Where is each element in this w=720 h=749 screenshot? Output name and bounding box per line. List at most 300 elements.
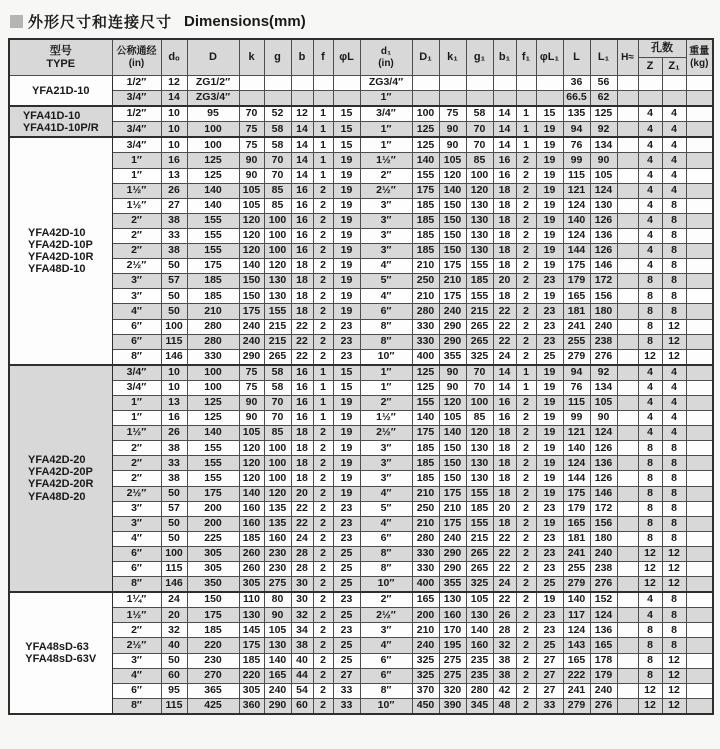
table-cell: 2	[313, 653, 333, 668]
table-cell: 58	[264, 365, 291, 381]
table-cell: 2	[516, 183, 536, 198]
table-cell: 16	[291, 183, 313, 198]
header-d0: dₒ	[161, 39, 187, 76]
table-cell: 450	[412, 698, 439, 714]
table-cell: 225	[187, 531, 239, 546]
table-cell: 54	[291, 683, 313, 698]
table-cell: 16	[291, 380, 313, 395]
table-cell: 2	[516, 683, 536, 698]
table-cell: 33	[161, 456, 187, 471]
table-cell: 115	[161, 334, 187, 349]
table-cell: 16	[291, 365, 313, 381]
type-label: YFA48sD-63	[25, 640, 89, 653]
table-cell: 150	[439, 244, 466, 259]
table-cell: 18	[493, 471, 516, 486]
table-cell: 19	[536, 168, 563, 183]
table-row	[9, 259, 713, 274]
table-cell: 2″	[112, 456, 161, 471]
table-cell: 1	[516, 106, 536, 122]
table-cell	[617, 698, 638, 714]
table-cell: 4″	[360, 638, 412, 653]
table-row	[9, 698, 713, 714]
table-cell: 185	[412, 213, 439, 228]
table-row	[9, 592, 713, 608]
table-cell: 120	[466, 183, 493, 198]
table-cell	[686, 76, 713, 91]
header-f1: f₁	[516, 39, 536, 76]
table-cell: 14	[493, 380, 516, 395]
table-cell: 2″	[112, 228, 161, 243]
table-cell	[617, 76, 638, 91]
table-cell: 2	[516, 244, 536, 259]
table-cell: 115	[563, 168, 590, 183]
table-cell: 8″	[112, 349, 161, 365]
table-cell: 8	[638, 638, 662, 653]
table-cell: 2	[313, 608, 333, 623]
table-cell	[686, 395, 713, 410]
table-cell: 2	[313, 289, 333, 304]
table-cell	[239, 91, 264, 107]
table-cell: 215	[466, 531, 493, 546]
table-cell: 140	[439, 426, 466, 441]
table-cell: 279	[563, 577, 590, 593]
table-cell: 23	[536, 274, 563, 289]
table-cell: 38	[161, 441, 187, 456]
table-cell: 235	[466, 653, 493, 668]
table-cell: 146	[590, 486, 617, 501]
table-cell: 8″	[360, 334, 412, 349]
table-cell: 215	[264, 319, 291, 334]
table-cell: 75	[239, 137, 264, 153]
table-cell: 175	[412, 426, 439, 441]
table-cell: 230	[264, 546, 291, 561]
table-cell: 8	[662, 289, 686, 304]
table-cell: 75	[239, 365, 264, 381]
table-cell: 36	[563, 76, 590, 91]
table-cell	[686, 683, 713, 698]
table-cell: 185	[466, 501, 493, 516]
table-cell: 120	[239, 441, 264, 456]
table-cell: 70	[466, 365, 493, 381]
table-cell: 25	[333, 638, 360, 653]
table-cell: 6″	[112, 683, 161, 698]
table-cell: 121	[563, 426, 590, 441]
table-cell: 19	[536, 516, 563, 531]
table-cell	[686, 516, 713, 531]
table-cell: 4	[638, 395, 662, 410]
table-cell: 94	[563, 122, 590, 138]
table-cell: 12	[662, 698, 686, 714]
table-cell: 70	[264, 153, 291, 168]
table-cell: 58	[264, 137, 291, 153]
table-cell: ZG3/4″	[187, 91, 239, 107]
table-cell: 10″	[360, 577, 412, 593]
table-cell: 2	[313, 501, 333, 516]
table-cell: 12	[291, 106, 313, 122]
table-cell: 325	[466, 349, 493, 365]
header-L1: L₁	[590, 39, 617, 76]
table-cell: 26	[493, 608, 516, 623]
table-cell: 19	[333, 486, 360, 501]
table-row	[9, 501, 713, 516]
table-cell	[686, 698, 713, 714]
table-cell	[686, 531, 713, 546]
table-cell: 19	[536, 486, 563, 501]
table-cell: 100	[187, 122, 239, 138]
type-cell	[9, 137, 112, 364]
table-header	[9, 39, 713, 76]
table-cell: 23	[536, 546, 563, 561]
table-cell: 75	[439, 106, 466, 122]
table-cell	[239, 76, 264, 91]
table-cell: 265	[466, 546, 493, 561]
table-row	[9, 91, 713, 107]
table-cell: 185	[187, 274, 239, 289]
table-cell: 2	[516, 486, 536, 501]
table-cell: 30	[291, 577, 313, 593]
table-cell: 25	[333, 577, 360, 593]
table-cell: 16	[161, 411, 187, 426]
table-row	[9, 486, 713, 501]
table-cell: 2	[313, 183, 333, 198]
table-cell: 16	[291, 198, 313, 213]
table-cell: 12	[638, 698, 662, 714]
type-label: YFA41D-10	[22, 109, 81, 122]
table-cell: 4	[662, 395, 686, 410]
table-cell: 60	[161, 668, 187, 683]
table-cell: 175	[439, 289, 466, 304]
table-cell: 330	[412, 319, 439, 334]
table-cell: 2	[313, 274, 333, 289]
table-cell: 320	[439, 683, 466, 698]
table-cell: 90	[590, 411, 617, 426]
table-cell: 8″	[360, 562, 412, 577]
table-cell: 90	[439, 137, 466, 153]
table-cell	[617, 153, 638, 168]
table-cell: 4	[638, 168, 662, 183]
table-cell: 95	[161, 683, 187, 698]
table-cell: 90	[239, 168, 264, 183]
table-cell: 265	[466, 319, 493, 334]
table-cell: 110	[239, 592, 264, 608]
table-cell: 16	[161, 153, 187, 168]
table-cell: 23	[536, 608, 563, 623]
table-cell: 130	[264, 289, 291, 304]
table-cell: 2	[516, 153, 536, 168]
table-cell: 56	[590, 76, 617, 91]
table-cell: 18	[291, 289, 313, 304]
table-cell: 185	[466, 274, 493, 289]
table-cell: 120	[239, 213, 264, 228]
table-cell: 23	[333, 319, 360, 334]
table-cell: 90	[239, 411, 264, 426]
table-cell: 24	[161, 592, 187, 608]
table-cell: 8	[662, 456, 686, 471]
table-cell: 15	[333, 380, 360, 395]
table-cell: 100	[264, 456, 291, 471]
table-cell: 27	[536, 668, 563, 683]
table-cell: 8″	[112, 577, 161, 593]
table-cell: 2	[516, 456, 536, 471]
table-cell: 90	[264, 608, 291, 623]
table-cell: 2	[516, 198, 536, 213]
table-row	[9, 638, 713, 653]
table-cell	[617, 213, 638, 228]
table-cell: 8″	[360, 546, 412, 561]
table-cell: 50	[161, 653, 187, 668]
table-cell: 130	[466, 198, 493, 213]
table-cell: 8″	[360, 319, 412, 334]
table-cell: 2	[516, 319, 536, 334]
table-cell: 105	[264, 623, 291, 638]
table-cell: 172	[590, 501, 617, 516]
table-cell: 146	[590, 259, 617, 274]
table-cell: 130	[466, 213, 493, 228]
table-cell: 4	[662, 168, 686, 183]
table-cell: 22	[291, 334, 313, 349]
table-cell: 24	[493, 577, 516, 593]
table-cell: 8	[662, 486, 686, 501]
table-cell: 2	[516, 304, 536, 319]
table-cell: 125	[412, 380, 439, 395]
table-cell: 38	[161, 471, 187, 486]
header-weight: 重量 (kg)	[686, 39, 713, 76]
table-cell: 2″	[360, 592, 412, 608]
table-row	[9, 198, 713, 213]
table-cell: 115	[161, 698, 187, 714]
table-cell: 290	[239, 349, 264, 365]
table-cell: 5″	[360, 501, 412, 516]
header-phiL: φL	[333, 39, 360, 76]
table-cell: 1	[313, 153, 333, 168]
table-cell: 4″	[360, 516, 412, 531]
header-k1: k₁	[439, 39, 466, 76]
table-cell	[617, 168, 638, 183]
table-cell: 215	[264, 334, 291, 349]
table-cell: 185	[239, 531, 264, 546]
table-cell: 3″	[360, 198, 412, 213]
table-cell: 22	[493, 334, 516, 349]
page-title	[0, 0, 720, 38]
table-cell: 345	[466, 698, 493, 714]
table-cell: 155	[187, 441, 239, 456]
header-H: H≈	[617, 39, 638, 76]
table-cell: 3″	[112, 516, 161, 531]
table-cell: 75	[239, 380, 264, 395]
table-cell: 3″	[112, 653, 161, 668]
header-D1: D₁	[412, 39, 439, 76]
table-cell: 1½″	[112, 608, 161, 623]
table-cell: 4	[638, 183, 662, 198]
table-cell: 8	[638, 319, 662, 334]
table-cell: 105	[239, 426, 264, 441]
table-cell: 19	[333, 304, 360, 319]
type-label: YFA42D-20R	[28, 478, 94, 491]
table-cell: 1″	[112, 395, 161, 410]
table-cell: 19	[536, 198, 563, 213]
table-cell: 19	[536, 137, 563, 153]
table-cell: 330	[187, 349, 239, 365]
table-cell: 120	[439, 168, 466, 183]
table-cell: 155	[187, 228, 239, 243]
table-cell: 2	[516, 213, 536, 228]
header-Z1: Z₁	[662, 58, 686, 76]
table-cell: 150	[239, 289, 264, 304]
table-cell: 230	[187, 653, 239, 668]
table-cell	[493, 76, 516, 91]
table-cell	[617, 638, 638, 653]
table-cell: 238	[590, 562, 617, 577]
table-cell: 240	[239, 319, 264, 334]
table-cell: 2	[313, 592, 333, 608]
table-cell: 155	[187, 456, 239, 471]
table-cell: 10″	[360, 349, 412, 365]
table-cell: 8″	[112, 698, 161, 714]
table-cell: 92	[590, 365, 617, 381]
table-cell: 19	[333, 213, 360, 228]
table-cell: 52	[264, 106, 291, 122]
table-cell	[617, 380, 638, 395]
table-cell: 8	[662, 213, 686, 228]
table-cell: 276	[590, 577, 617, 593]
table-cell: 8	[662, 516, 686, 531]
table-cell: 12	[662, 653, 686, 668]
table-row	[9, 137, 713, 153]
table-cell: 240	[590, 319, 617, 334]
table-cell	[617, 349, 638, 365]
type-label: YFA48D-10	[28, 263, 86, 276]
table-cell: 156	[590, 289, 617, 304]
table-row	[9, 274, 713, 289]
table-cell: 19	[333, 395, 360, 410]
table-cell: 100	[466, 395, 493, 410]
table-cell: 265	[466, 334, 493, 349]
table-cell: 2	[313, 319, 333, 334]
table-cell: 4	[638, 380, 662, 395]
table-cell: 25	[536, 349, 563, 365]
table-cell: 8	[662, 228, 686, 243]
table-cell: 8	[638, 623, 662, 638]
table-cell: 185	[412, 228, 439, 243]
table-cell: 130	[264, 638, 291, 653]
table-cell: 14	[493, 122, 516, 138]
table-cell	[617, 395, 638, 410]
header-L: L	[563, 39, 590, 76]
table-cell: 185	[412, 471, 439, 486]
table-cell: 124	[590, 183, 617, 198]
table-cell: 2	[516, 501, 536, 516]
table-cell: 38	[161, 244, 187, 259]
table-cell: 1	[516, 122, 536, 138]
table-row	[9, 577, 713, 593]
table-cell: 145	[239, 623, 264, 638]
table-cell: 14	[291, 168, 313, 183]
table-row	[9, 289, 713, 304]
table-cell: 400	[412, 577, 439, 593]
table-row	[9, 531, 713, 546]
table-row	[9, 349, 713, 365]
table-row	[9, 122, 713, 138]
table-cell: 240	[590, 546, 617, 561]
table-cell: 1½″	[360, 153, 412, 168]
table-cell: 12	[638, 546, 662, 561]
table-cell: 4	[638, 592, 662, 608]
table-cell: 23	[536, 334, 563, 349]
table-cell: 220	[239, 668, 264, 683]
table-cell: 275	[439, 653, 466, 668]
table-cell: 6″	[112, 319, 161, 334]
table-cell: 70	[264, 411, 291, 426]
table-cell: 58	[264, 380, 291, 395]
table-cell: 4″	[360, 486, 412, 501]
table-row	[9, 380, 713, 395]
table-cell: 1½″	[112, 198, 161, 213]
table-cell: 2	[313, 334, 333, 349]
table-cell: 19	[536, 411, 563, 426]
table-cell: 4	[662, 365, 686, 381]
table-cell: 2″	[360, 395, 412, 410]
table-cell: 19	[333, 259, 360, 274]
table-cell: 8	[638, 289, 662, 304]
table-cell: 2	[313, 349, 333, 365]
table-cell: 33	[536, 698, 563, 714]
table-cell: 48	[493, 698, 516, 714]
table-cell: 2	[516, 653, 536, 668]
table-cell: 179	[563, 501, 590, 516]
table-cell: 241	[563, 683, 590, 698]
table-row	[9, 426, 713, 441]
table-cell: 210	[439, 501, 466, 516]
table-cell: 134	[590, 380, 617, 395]
table-cell: 160	[264, 531, 291, 546]
table-cell: 19	[333, 168, 360, 183]
table-cell	[617, 546, 638, 561]
table-cell	[617, 426, 638, 441]
header-phiL1: φL₁	[536, 39, 563, 76]
table-cell	[617, 608, 638, 623]
table-cell: 2	[516, 698, 536, 714]
table-cell: 8	[662, 304, 686, 319]
table-row	[9, 244, 713, 259]
type-cell	[9, 106, 112, 137]
page-title-en: Dimensions(mm)	[184, 13, 306, 30]
table-cell: 14	[493, 137, 516, 153]
table-cell: 32	[161, 623, 187, 638]
table-cell: 325	[466, 577, 493, 593]
table-cell	[313, 76, 333, 91]
table-cell: 275	[264, 577, 291, 593]
table-cell: 18	[291, 441, 313, 456]
table-cell: 10	[161, 380, 187, 395]
table-cell: 125	[187, 168, 239, 183]
table-cell: 12	[638, 577, 662, 593]
table-cell: 4	[638, 244, 662, 259]
table-cell	[617, 683, 638, 698]
table-cell	[264, 91, 291, 107]
table-cell	[439, 91, 466, 107]
title-bullet-square-icon	[10, 15, 23, 28]
table-cell: 150	[439, 441, 466, 456]
table-cell: 2	[516, 441, 536, 456]
table-cell: 50	[161, 304, 187, 319]
table-cell: 22	[493, 304, 516, 319]
table-cell	[412, 76, 439, 91]
table-cell: 100	[466, 168, 493, 183]
table-cell: 12	[638, 683, 662, 698]
table-cell: 8″	[360, 683, 412, 698]
table-cell: 175	[439, 516, 466, 531]
table-cell: 15	[333, 122, 360, 138]
